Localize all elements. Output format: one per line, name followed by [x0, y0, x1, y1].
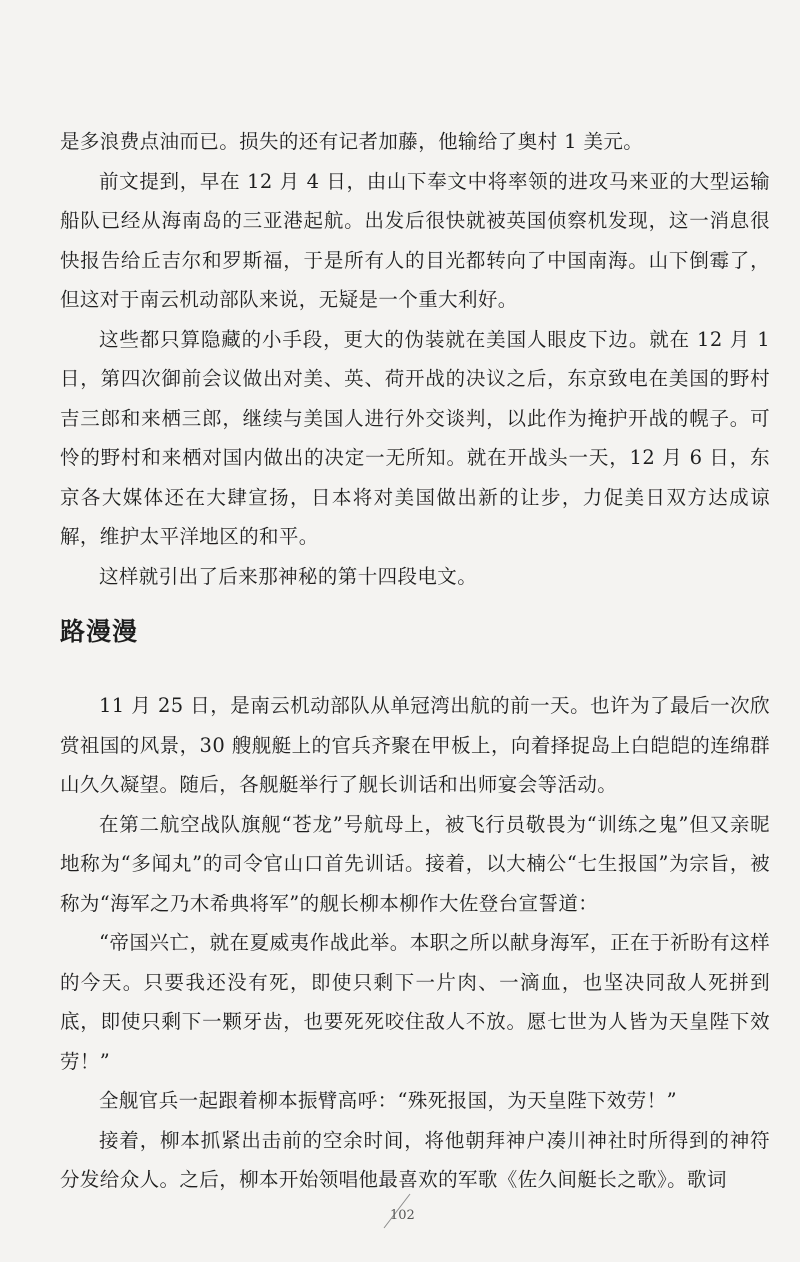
paragraph: 这样就引出了后来那神秘的第十四段电文。 — [99, 564, 478, 588]
paragraph: 在第二航空战队旗舰“苍龙”号航母上，被飞行员敬畏为“训练之鬼”但又亲昵地称为“多闻丸”的司令官山口首先训话。接着，以大楠公“七生报国”为宗旨，被称为“海军之乃木希典将军”的舰长柳本柳作大佐登台宣誓道： — [60, 812, 770, 915]
paragraph: 前文提到，早在 12 月 4 日，由山下奉文中将率领的进攻马来亚的大型运输船队已经从海南岛的三亚港起航。出发后很快就被英国侦察机发现，这一消息很快报告给丘吉尔和罗斯福，于是所有人的目光都转向了中国南海。山下倒霉了，但这对于南云机动部队来说，无疑是一个重大利好。 — [60, 169, 770, 311]
page-number: 102 — [390, 1208, 415, 1223]
paragraph: 接着，柳本抓紧出击前的空余时间，将他朝拜神户凑川神社时所得到的神符分发给众人。之后，柳本开始领唱他最喜欢的军歌《佐久间艇长之歌》。歌词 — [60, 1128, 770, 1191]
body-text-top — [60, 122, 770, 596]
paragraph: 这些都只算隐藏的小手段，更大的伪装就在美国人眼皮下边。就在 12 月 1 日，第四次御前会议做出对美、英、荷开战的决议之后，东京致电在美国的野村吉三郎和来栖三郎，继续与美国人进行外交谈判，以此作为掩护开战的幌子。可怜的野村和来栖对国内做出的决定一无所知。就在开战头一天，12 月 6 日，东京各大媒体还在大肆宣扬，日本将对美国做出新的让步，力促美日双方达成谅解，维护太平洋地区的和平。 — [60, 327, 770, 548]
body-text-bottom — [60, 686, 770, 1200]
paragraph: “帝国兴亡，就在夏威夷作战此举。本职之所以献身海军，正在于祈盼有这样的今天。只要我还没有死，即使只剩下一片肉、一滴血，也坚决同敌人死拼到底，即使只剩下一颗牙齿，也要死死咬住敌人不放。愿七世为人皆为天皇陛下效劳！” — [60, 931, 770, 1073]
section-heading: 路漫漫 — [60, 617, 139, 646]
paragraph: 全舰官兵一起跟着柳本振臂高呼：“殊死报国，为天皇陛下效劳！” — [99, 1089, 677, 1112]
paragraph: 是多浪费点油而已。损失的还有记者加藤，他输给了奥村 1 美元。 — [60, 130, 644, 153]
paragraph: 11 月 25 日，是南云机动部队从单冠湾出航的前一天。也许为了最后一次欣赏祖国的风景，30 艘舰艇上的官兵齐聚在甲板上，向着择捉岛上白皑皑的连绵群山久久凝望。随后，各舰艇举行了舰长训话和出师宴会等活动。 — [60, 694, 770, 796]
